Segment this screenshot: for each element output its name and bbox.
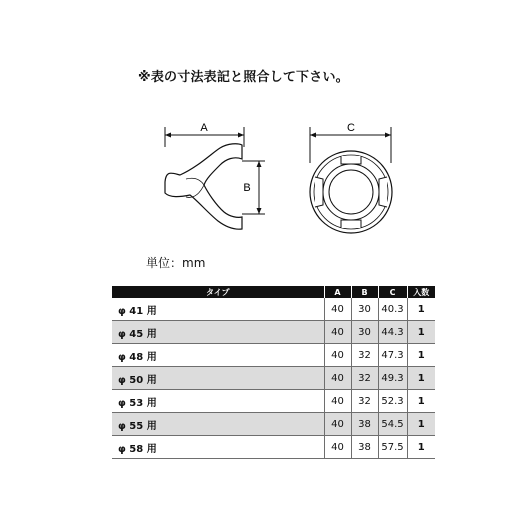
cell-b: 32 bbox=[351, 344, 378, 367]
cell-qty: 1 bbox=[407, 367, 435, 390]
cell-c: 54.5 bbox=[378, 413, 407, 436]
cell-type: φ 41 用 bbox=[112, 298, 324, 321]
table-row bbox=[112, 436, 435, 459]
dimension-label-a: A bbox=[200, 122, 208, 134]
table-row bbox=[112, 413, 435, 436]
cell-c: 57.5 bbox=[378, 436, 407, 459]
cell-a: 40 bbox=[324, 298, 351, 321]
table-row bbox=[112, 321, 435, 344]
cell-a: 40 bbox=[324, 436, 351, 459]
cell-c: 44.3 bbox=[378, 321, 407, 344]
dimension-label-c: C bbox=[347, 122, 355, 134]
cell-b: 38 bbox=[351, 436, 378, 459]
unit-label: 単位：mm bbox=[146, 256, 206, 270]
cell-type: φ 45 用 bbox=[112, 321, 324, 344]
cell-c: 49.3 bbox=[378, 367, 407, 390]
dimension-label-b: B bbox=[243, 182, 251, 194]
cell-a: 40 bbox=[324, 321, 351, 344]
cell-type: φ 55 用 bbox=[112, 413, 324, 436]
cell-qty: 1 bbox=[407, 298, 435, 321]
cell-type: φ 58 用 bbox=[112, 436, 324, 459]
cell-b: 30 bbox=[351, 298, 378, 321]
cell-qty: 1 bbox=[407, 413, 435, 436]
side-view-diagram bbox=[150, 115, 280, 245]
header-c: C bbox=[378, 286, 407, 298]
table-row bbox=[112, 298, 435, 321]
cell-qty: 1 bbox=[407, 390, 435, 413]
spec-table bbox=[112, 286, 435, 459]
cell-b: 30 bbox=[351, 321, 378, 344]
cell-a: 40 bbox=[324, 367, 351, 390]
table-row bbox=[112, 367, 435, 390]
cell-type: φ 48 用 bbox=[112, 344, 324, 367]
header-type: タイプ bbox=[112, 286, 324, 298]
cell-c: 47.3 bbox=[378, 344, 407, 367]
cell-type: φ 50 用 bbox=[112, 367, 324, 390]
cell-qty: 1 bbox=[407, 344, 435, 367]
cell-b: 38 bbox=[351, 413, 378, 436]
cell-b: 32 bbox=[351, 390, 378, 413]
table-row bbox=[112, 344, 435, 367]
cell-a: 40 bbox=[324, 344, 351, 367]
cell-qty: 1 bbox=[407, 436, 435, 459]
cell-b: 32 bbox=[351, 367, 378, 390]
table-row bbox=[112, 390, 435, 413]
table-header-row bbox=[112, 286, 435, 298]
header-qty: 入数 bbox=[407, 286, 435, 298]
cell-c: 52.3 bbox=[378, 390, 407, 413]
front-view-diagram bbox=[298, 115, 413, 245]
header-a: A bbox=[324, 286, 351, 298]
cell-a: 40 bbox=[324, 413, 351, 436]
note-text: ※表の寸法表記と照合して下さい。 bbox=[138, 70, 349, 85]
header-b: B bbox=[351, 286, 378, 298]
cell-type: φ 53 用 bbox=[112, 390, 324, 413]
cell-c: 40.3 bbox=[378, 298, 407, 321]
cell-qty: 1 bbox=[407, 321, 435, 344]
cell-a: 40 bbox=[324, 390, 351, 413]
